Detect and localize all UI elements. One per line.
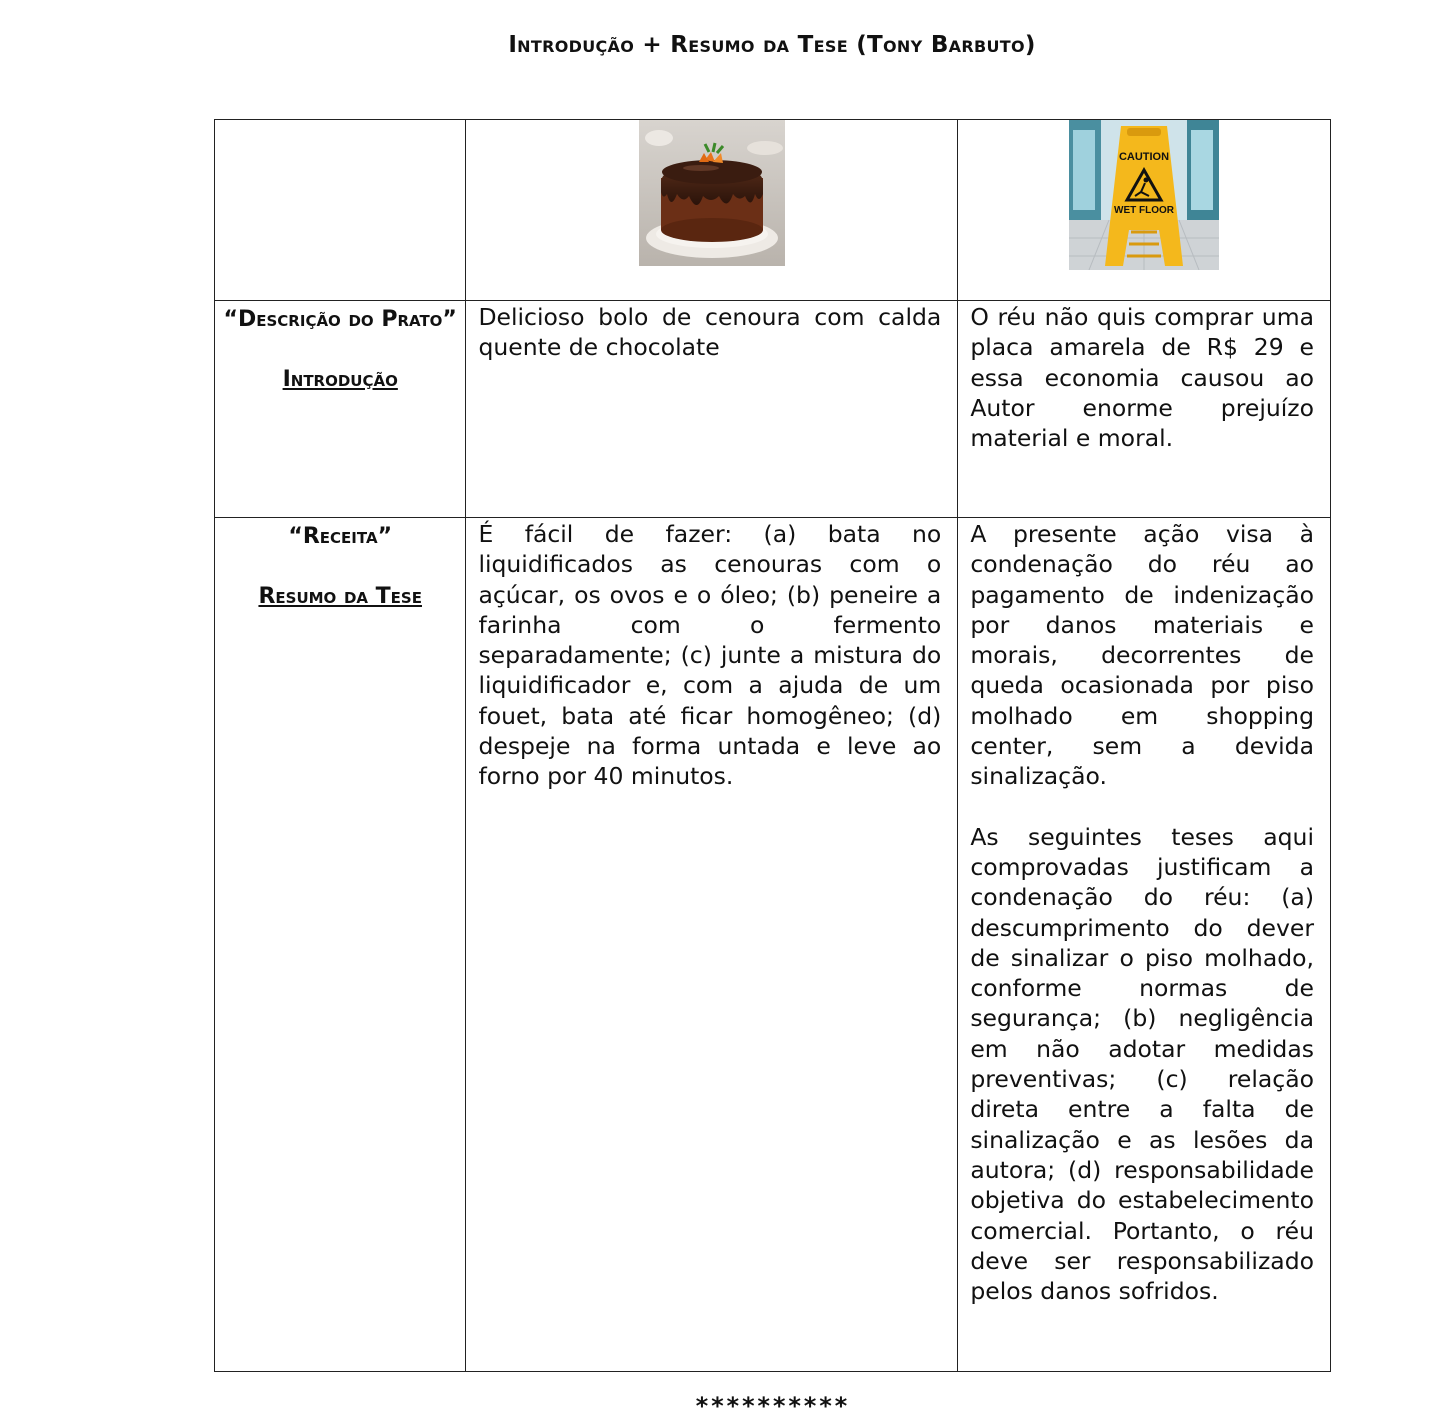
recipe-quoted-label: “Receita” (288, 524, 393, 549)
recipe-cake-cell (466, 518, 958, 1372)
carrot-cake-image (639, 120, 785, 266)
intro-case-text: O réu não quis comprar uma placa amarela de R$ 29 e essa economia causou ao Autor enorme prejuízo material e moral. (970, 303, 1314, 453)
intro-cake-text: Delicioso bolo de cenoura com calda quente de chocolate (478, 303, 942, 362)
section-separator: ********** (694, 1392, 850, 1420)
table-row-intro (215, 301, 1331, 518)
recipe-case-paragraph-1: A presente ação visa à condenação do réu ao pagamento de indenização por danos materiais e morais, decorrentes de queda ocasionada por piso molhado em shopping center, sem a devida sinalização. (970, 520, 1314, 791)
recipe-label-cell (215, 518, 466, 1372)
wet-floor-image-cell (958, 120, 1331, 301)
document-title: Introdução + Resumo da Tese (Tony Barbuto) (508, 32, 1036, 58)
cake-image-cell (466, 120, 958, 301)
recipe-case-paragraph-2: As seguintes teses aqui comprovadas justificam a condenação do réu: (a) descumprimento do dever de sinalizar o piso molhado, conforme normas de segurança; (b) negligência em não adotar medidas preventivas; (c) relação direta entre a falta de sinalização e as lesões da autora; (d) responsabilidade objetiva do estabelecimento comercial. Portanto, o réu deve ser responsabilizado pelos danos sofridos. (970, 822, 1314, 1306)
sign-text-bottom: WET FLOOR (1114, 205, 1175, 216)
sign-text-top: CAUTION (1119, 151, 1170, 163)
recipe-section-label: Resumo da Tese (258, 584, 422, 609)
empty-label-cell (215, 120, 466, 301)
caution-wet-floor-sign-image (1069, 120, 1219, 270)
recipe-case-cell (958, 518, 1331, 1372)
table-row-recipe (215, 518, 1331, 1372)
recipe-cake-text: É fácil de fazer: (a) bata no liquidificados as cenouras com o açúcar, os ovos e o óleo; (b) peneire a farinha com o fermento separadamente; (c) junte a mistura do liquidificador e, com a ajuda de um fouet, bata até ficar homogêneo; (d) despeje na forma untada e leve ao forno por 40 minutos. (478, 520, 942, 791)
table-row-images (215, 120, 1331, 301)
intro-quoted-label: “Descrição do Prato” (223, 307, 457, 332)
intro-case-cell (958, 301, 1331, 518)
intro-cake-cell (466, 301, 958, 518)
intro-section-label: Introdução (282, 367, 398, 392)
intro-label-cell (215, 301, 466, 518)
comparison-table (214, 119, 1331, 1372)
